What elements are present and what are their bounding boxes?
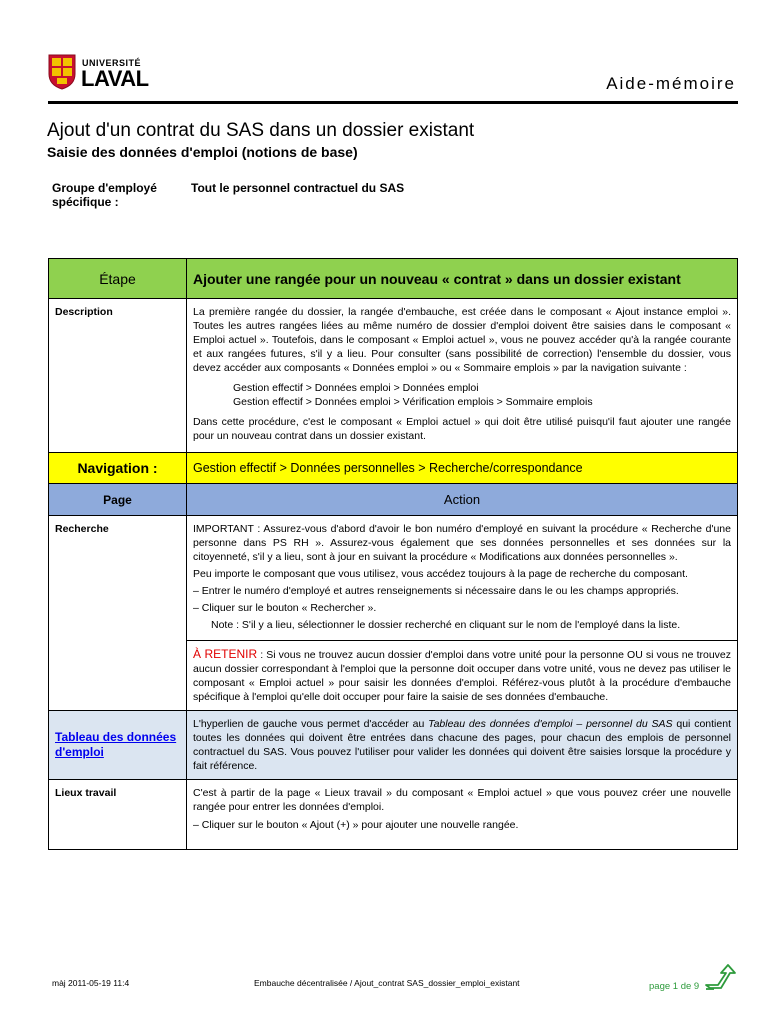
tableau-row — [49, 711, 738, 780]
etape-label: Étape — [49, 259, 187, 299]
list-item: – Entrer le numéro d'employé et autres renseignements si nécessaire dans le ou les champs appropriés. — [193, 585, 679, 597]
navigation-label: Navigation : — [49, 453, 187, 484]
recherche-para: Peu importe le composant que vous utilisez, vous accédez toujours à la page de recherche du composant. — [193, 568, 688, 580]
recherche-label: Recherche — [49, 516, 187, 711]
description-para: Dans cette procédure, c'est le composant « Emploi actuel » qui doit être utilisé puisqu'il faut ajouter une rangée pour un nouveau contrat dans un dossier existant. — [193, 416, 731, 442]
description-label: Description — [49, 299, 187, 453]
description-para: La première rangée du dossier, la rangée d'embauche, est créée dans le composant « Ajout instance emploi ». Toutes les autres rangées liées au même numéro de dossier d'emploi doivent être saisies dans le composant « Emploi actuel ». Toutefois, dans le composant « Emploi actuel », vous ne pouvez accéder qu'à la rangée courante et aux rangées futures, s'il y a lieu. Pour consulter (sans possibilité de correction) l'ensemble du dossier, vous devez accéder aux composants « Données emploi » ou « Sommaire emplois » par la navigation suivante : — [193, 306, 731, 374]
description-row — [49, 299, 738, 453]
page-subtitle: Saisie des données d'emploi (notions de base) — [47, 144, 358, 160]
document-header — [48, 52, 738, 104]
tableau-content — [187, 711, 738, 780]
description-content — [187, 299, 738, 453]
groupe-label: Groupe d'employé spécifique : — [52, 181, 157, 209]
footer-date: màj 2011-05-19 11:4 — [52, 978, 130, 988]
tableau-text: qui contient toutes les données qui doivent être entrées dans chacune des pages, pour chacun des emplois de personnel contractuel du SAS. Vous pouvez l'utiliser pour valider les données qui doivent être saisies lorsque la procédure y fait référence. — [193, 718, 731, 772]
retenir-label: À RETENIR — [193, 647, 258, 661]
navigation-row — [49, 453, 738, 484]
page-number: page 1 de 9 — [649, 981, 700, 992]
logo-text-universite: UNIVERSITÉ — [82, 58, 142, 68]
action-column-header: Action — [187, 484, 738, 516]
logo-text-laval: LAVAL — [81, 66, 149, 91]
recherche-para: IMPORTANT : Assurez-vous d'abord d'avoir le bon numéro d'employé en suivant la procédure « Recherche d'une personne dans PS RH ». Assurez-vous également que ses données personnelles et ses données sur la citoyenneté, s'il y a lieu, sont à jour en suivant la procédure « Modifications aux données personnelles ». — [193, 523, 731, 563]
page-action-header — [49, 484, 738, 516]
page-column-header: Page — [49, 484, 187, 516]
recherche-row — [49, 516, 738, 711]
tableau-text: L'hyperlien de gauche vous permet d'accéder au — [193, 718, 429, 730]
tableau-title: Tableau des données d'emploi – personnel du SAS — [428, 718, 673, 730]
recherche-content — [187, 516, 738, 711]
lieux-label: Lieux travail — [49, 780, 187, 850]
retenir-text: : Si vous ne trouvez aucun dossier d'emploi dans votre unité pour la personne OU si vous ne trouvez aucun dossier correspondant à l'emploi que la personne doit occuper dans votre unité, vous ne devez pas utiliser le composant « Emploi actuel » pour saisir les données d'emploi. Référez-vous plutôt à la procédure d'embauche spécifique à l'emploi qu'elle doit occuper pour faire la saisie de ses données d'embauche. — [193, 649, 731, 703]
etape-value: Ajouter une rangée pour un nouveau « contrat » dans un dossier existant — [187, 259, 738, 299]
navigation-path: Gestion effectif > Données emploi > Vérification emplois > Sommaire emplois — [233, 396, 593, 408]
lieux-row — [49, 780, 738, 850]
navigation-value: Gestion effectif > Données personnelles > Recherche/correspondance — [187, 453, 738, 484]
note-text: Note : S'il y a lieu, sélectionner le dossier recherché en cliquant sur le nom de l'employé dans la liste. — [211, 619, 681, 631]
tableau-link-cell — [49, 711, 187, 780]
next-page-arrow-icon[interactable] — [704, 963, 738, 993]
lieux-content — [187, 780, 738, 850]
list-item: – Cliquer sur le bouton « Rechercher ». — [193, 602, 377, 614]
tableau-donnees-link[interactable]: Tableau des données d'emploi — [55, 730, 177, 759]
retenir-box — [187, 640, 737, 704]
universite-laval-logo — [48, 54, 148, 94]
document-type: Aide-mémoire — [606, 74, 736, 93]
list-item: – Cliquer sur le bouton « Ajout (+) » pour ajouter une nouvelle rangée. — [193, 819, 519, 831]
lieux-para: C'est à partir de la page « Lieux travail » du composant « Emploi actuel » que vous pouvez créer une nouvelle rangée pour entrer les données d'emploi. — [193, 787, 731, 813]
procedure-table — [48, 258, 738, 850]
navigation-path: Gestion effectif > Données emploi > Données emploi — [233, 382, 479, 394]
footer-path: Embauche décentralisée / Ajout_contrat SAS_dossier_emploi_existant — [254, 978, 520, 988]
etape-row — [49, 259, 738, 299]
shield-icon — [48, 54, 76, 90]
page-title: Ajout d'un contrat du SAS dans un dossier existant — [47, 120, 475, 141]
groupe-value: Tout le personnel contractuel du SAS — [191, 181, 405, 195]
